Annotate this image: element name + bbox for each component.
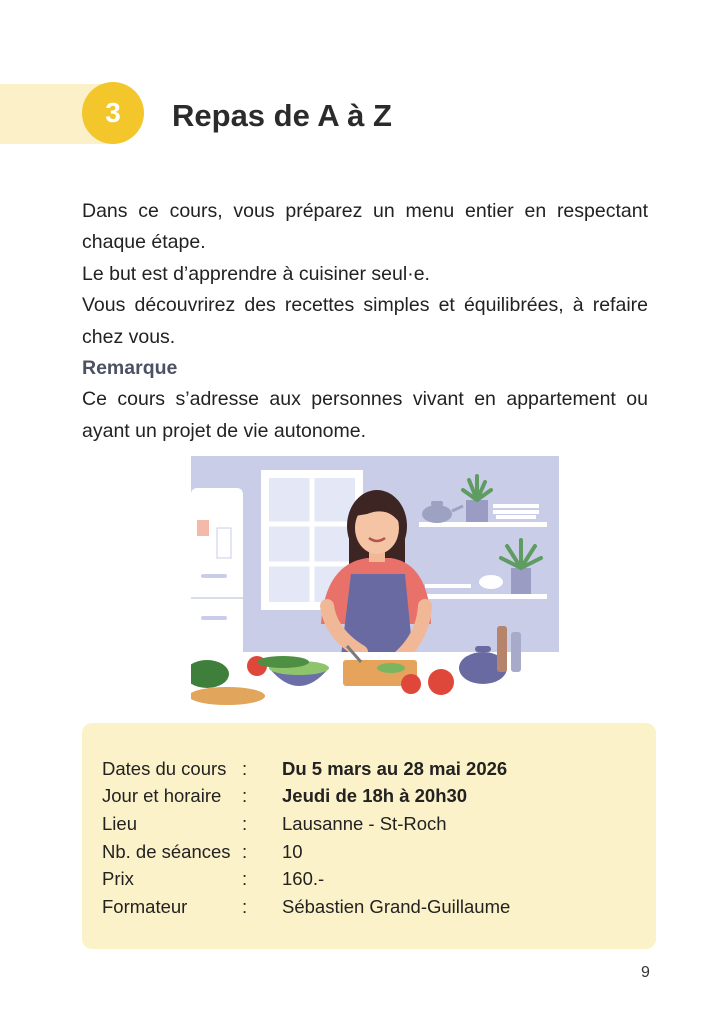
section-number-badge: 3 (82, 82, 144, 144)
description-paragraph: Dans ce cours, vous préparez un menu entier en respectant chaque étape. (82, 200, 648, 254)
bread (191, 687, 265, 705)
info-value: Lausanne - St-Roch (282, 812, 447, 834)
info-label: Dates du cours (102, 757, 227, 779)
info-colon: : (242, 812, 248, 834)
description-paragraph: Le but est d’apprendre à cuisiner seul·e. (82, 262, 430, 285)
page-number: 9 (641, 964, 650, 981)
info-colon: : (242, 868, 248, 890)
info-value: Sébastien Grand-Guillaume (282, 895, 511, 917)
info-label: Prix (102, 868, 134, 890)
course-info-box (82, 723, 656, 949)
info-colon: : (242, 757, 248, 779)
info-label: Nb. de séances (102, 840, 231, 862)
info-value: 160.- (282, 868, 325, 890)
remark-text: Ce cours s’adresse aux personnes vivant en appartement ou ayant un projet de vie autonome. (82, 388, 648, 442)
course-description (82, 196, 648, 447)
info-colon: : (242, 895, 248, 917)
info-row-dates (102, 755, 510, 783)
info-row-sessions (102, 838, 510, 866)
info-colon: : (242, 785, 248, 807)
info-colon: : (242, 840, 248, 862)
info-row-trainer (102, 893, 510, 921)
info-value: 10 (282, 840, 303, 862)
info-value: Jeudi de 18h à 20h30 (282, 785, 468, 807)
page-title: Repas de A à Z (172, 98, 392, 133)
course-info-table (102, 755, 510, 921)
info-row-schedule (102, 783, 510, 811)
info-row-location (102, 810, 510, 838)
remark-heading: Remarque (82, 357, 178, 380)
cooking-illustration (191, 456, 559, 710)
info-row-price (102, 865, 510, 893)
info-label: Jour et horaire (102, 785, 222, 807)
info-label: Formateur (102, 895, 188, 917)
info-label: Lieu (102, 812, 137, 834)
info-value: Du 5 mars au 28 mai 2026 (282, 757, 508, 779)
lower-shelf (419, 594, 547, 599)
description-paragraph: Vous découvrirez des recettes simples et équilibrées, à refaire chez vous. (82, 294, 648, 348)
